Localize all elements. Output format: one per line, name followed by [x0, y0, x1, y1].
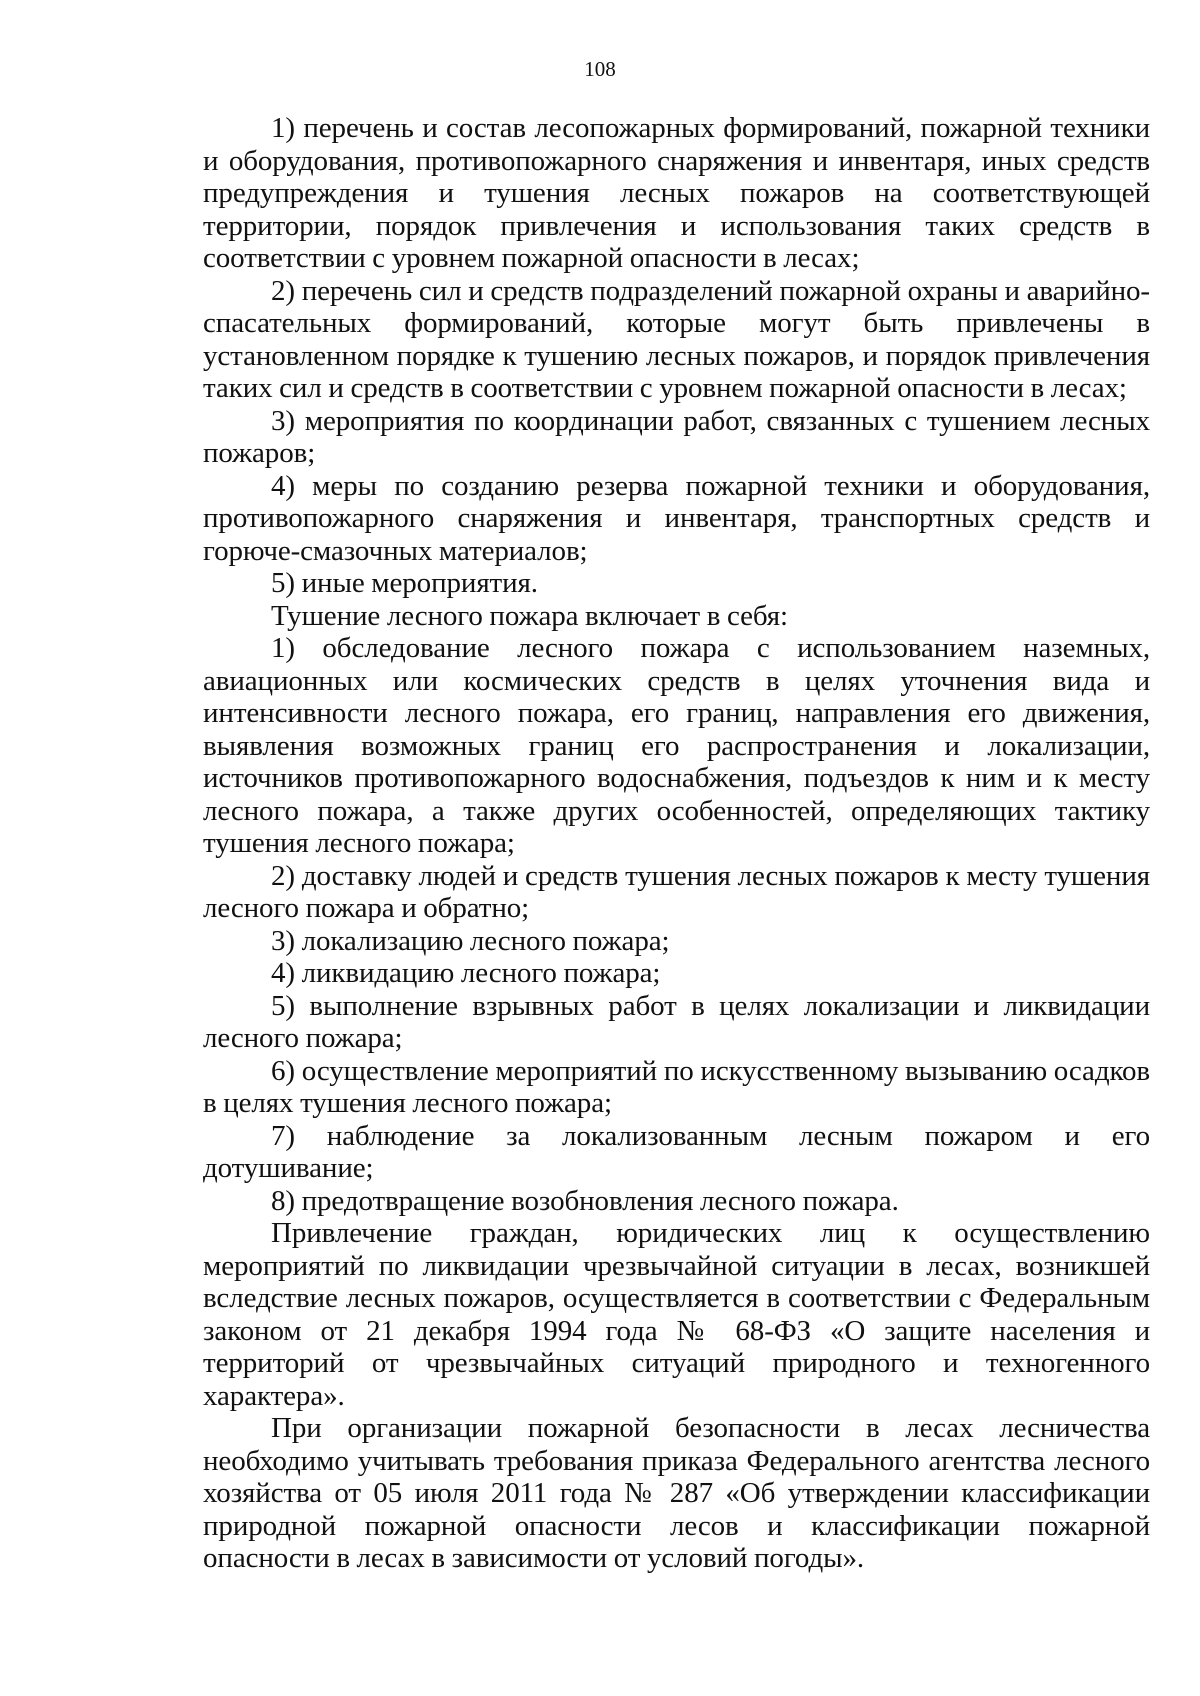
paragraph-citizen-involvement: Привлечение граждан, юридических лиц к осуществлению мероприятий по ликвидации чрезвычайной ситуации в лесах, возникшей вследствие лесных пожаров, осуществляется в соответствии с Федеральным законом от 21 декабря 1994 года № 68-ФЗ «О защите населения и территорий от чрезвычайных ситуаций природного и техногенного характера». — [203, 1217, 1150, 1412]
list-item-8-prevention: 8) предотвращение возобновления лесного пожара. — [271, 1184, 899, 1217]
list-item-2-delivery: 2) доставку людей и средств тушения лесных пожаров к месту тушения лесного пожара и обратно; — [203, 859, 1150, 924]
paragraph-firefighting-includes: Тушение лесного пожара включает в себя: — [271, 599, 788, 632]
list-item-3-localization: 3) локализацию лесного пожара; — [271, 924, 670, 957]
list-item-6-precipitation: 6) осуществление мероприятий по искусственному вызыванию осадков в целях тушения лесного пожара; — [203, 1054, 1150, 1119]
list-item-4-liquidation: 4) ликвидацию лесного пожара; — [271, 957, 661, 989]
list-item-5-blasting: 5) выполнение взрывных работ в целях локализации и ликвидации лесного пожара; — [203, 989, 1150, 1054]
paragraph-fire-safety-organization: При организации пожарной безопасности в лесах лесничества необходимо учитывать требования приказа Федерального агентства лесного хозяйства от 05 июля 2011 года № 287 «Об утверждении классификации природной пожарной опасности лесов и классификации пожарной опасности в лесах в зависимости от условий погоды». — [203, 1412, 1150, 1574]
list-item-1-inspection: 1) обследование лесного пожара с использованием наземных, авиационных или космических средств в целях уточнения вида и интенсивности лесного пожара, его границ, направления его движения, выявления возможных границ его распространения и локализации, источников противопожарного водоснабжения, подъездов к ним и к месту лесного пожара, а также других особенностей, определяющих тактику тушения лесного пожара; — [203, 632, 1150, 859]
list-item-7-observation: 7) наблюдение за локализованным лесным пожаром и его дотушивание; — [203, 1119, 1150, 1184]
list-item-2-forces-and-means: 2) перечень сил и средств подразделений пожарной охраны и аварийно-спасательных формирований, которые могут быть привлечены в установленном порядке к тушению лесных пожаров, и порядок привлечения таких сил и средств в соответствии с уровнем пожарной опасности в лесах; — [203, 274, 1150, 404]
list-item-3-coordination: 3) мероприятия по координации работ, связанных с тушением лесных пожаров; — [203, 404, 1150, 469]
list-item-4-reserve: 4) меры по созданию резерва пожарной техники и оборудования, противопожарного снаряжения и инвентаря, транспортных средств и горюче-смазочных материалов; — [203, 469, 1150, 567]
list-item-1-lists-of-formations: 1) перечень и состав лесопожарных формирований, пожарной техники и оборудования, противопожарного снаряжения и инвентаря, иных средств предупреждения и тушения лесных пожаров на соответствующей территории, порядок привлечения и использования таких средств в соответствии с уровнем пожарной опасности в лесах; — [203, 112, 1150, 274]
list-item-5-other-measures: 5) иные мероприятия. — [271, 567, 538, 599]
document-body — [203, 112, 1150, 1575]
page-number: 108 — [584, 57, 616, 81]
